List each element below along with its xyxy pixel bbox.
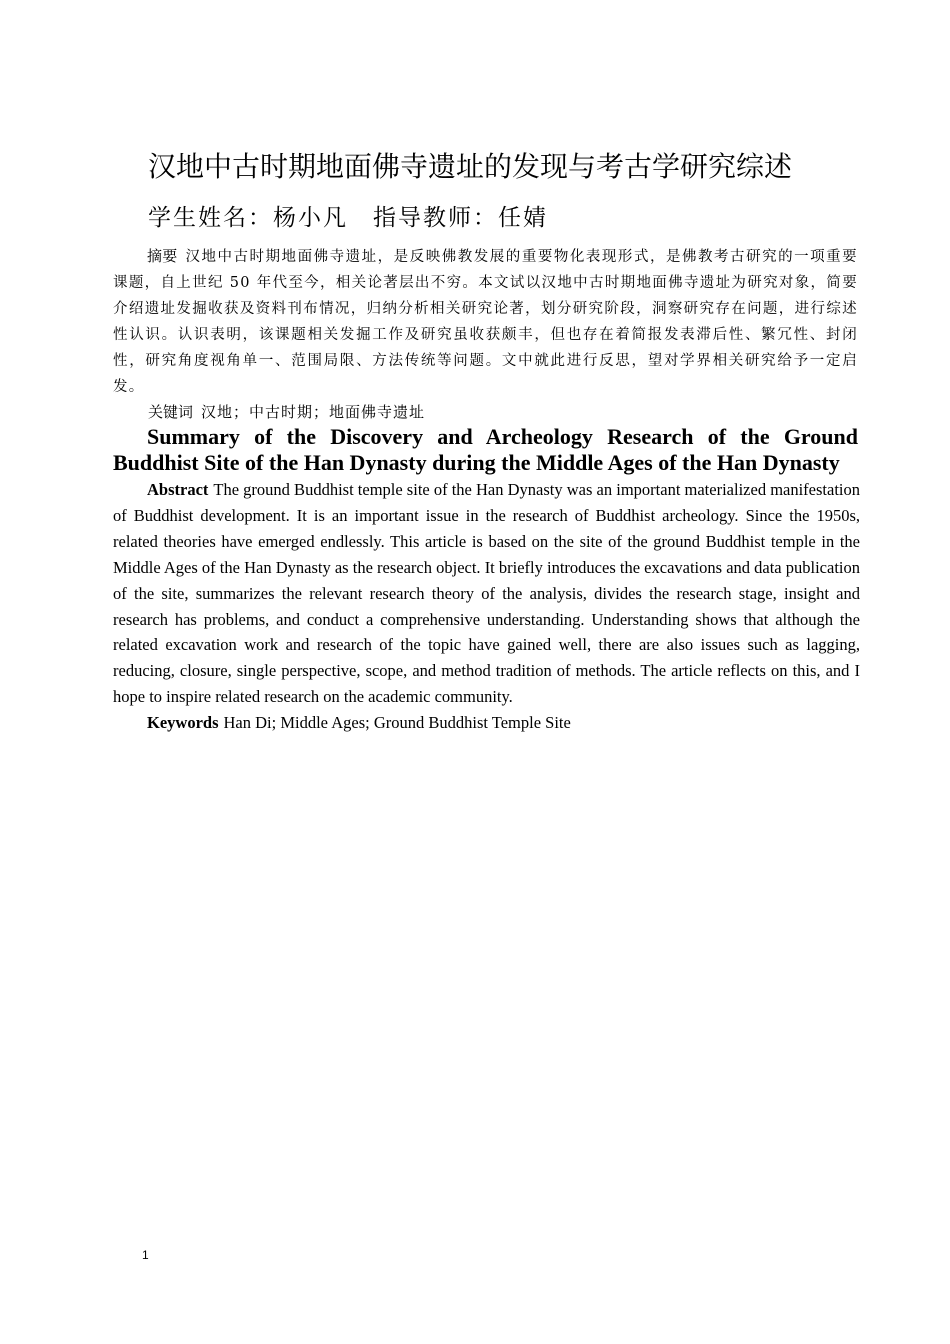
chinese-keywords-text: 汉地；中古时期；地面佛寺遗址 [201, 403, 426, 421]
english-keywords [147, 710, 571, 735]
chinese-abstract-text: 汉地中古时期地面佛寺遗址，是反映佛教发展的重要物化表现形式，是佛教考古研究的一项重要课题，自上世纪 50 年代至今，相关论著层出不穷。本文试以汉地中古时期地面佛寺遗址为研究对象，简要介绍遗址发掘收获及资料刊布情况，归纳分析相关研究论著，划分研究阶段，洞察研究存在问题，进行综述性认识。认识表明，该课题相关发掘工作及研究虽收获颇丰，但也存在着简报发表滞后性、繁冗性、封闭性，研究角度视角单一、范围局限、方法传统等问题。文中就此进行反思，望对学界相关研究给予一定启发。 [113, 249, 858, 395]
english-abstract [113, 477, 860, 710]
english-abstract-text: The ground Buddhist temple site of the Han Dynasty was an important materialized manifestation of Buddhist development. It is an important issue in the research of Buddhist archeology. Since the 1950s, related theories have emerged endlessly. This article is based on the site of the ground Buddhist temple in the Middle Ages of the Han Dynasty as the research object. It briefly introduces the excavations and data publication of the site, summarizes the relevant research theory of the analysis, divides the research stage, insight and research has problems, and conduct a comprehensive understanding. Understanding shows that although the related excavation work and research of the topic have gained well, there are also issues such as lagging, reducing, closure, single perspective, scope, and method tradition of methods. The article reflects on this, and I hope to inspire related research on the academic community. [113, 480, 860, 707]
chinese-abstract-label: 摘要 [147, 247, 178, 265]
english-keywords-label: Keywords [147, 713, 219, 732]
english-title: Summary of the Discovery and Archeology Research of the Ground Buddhist Site of the Han Dynasty during the Middle Ages of the Han Dynasty [113, 424, 858, 475]
english-abstract-label: Abstract [147, 480, 209, 499]
page-number: 1 [142, 1248, 149, 1262]
chinese-abstract [113, 243, 858, 400]
chinese-authors: 学生姓名：杨小凡 指导教师：任婧 [148, 205, 548, 231]
chinese-title: 汉地中古时期地面佛寺遗址的发现与考古学研究综述 [148, 150, 793, 183]
chinese-keywords-label: 关键词 [148, 403, 194, 421]
english-keywords-text: Han Di; Middle Ages; Ground Buddhist Temple Site [223, 713, 571, 732]
chinese-keywords [148, 399, 425, 425]
